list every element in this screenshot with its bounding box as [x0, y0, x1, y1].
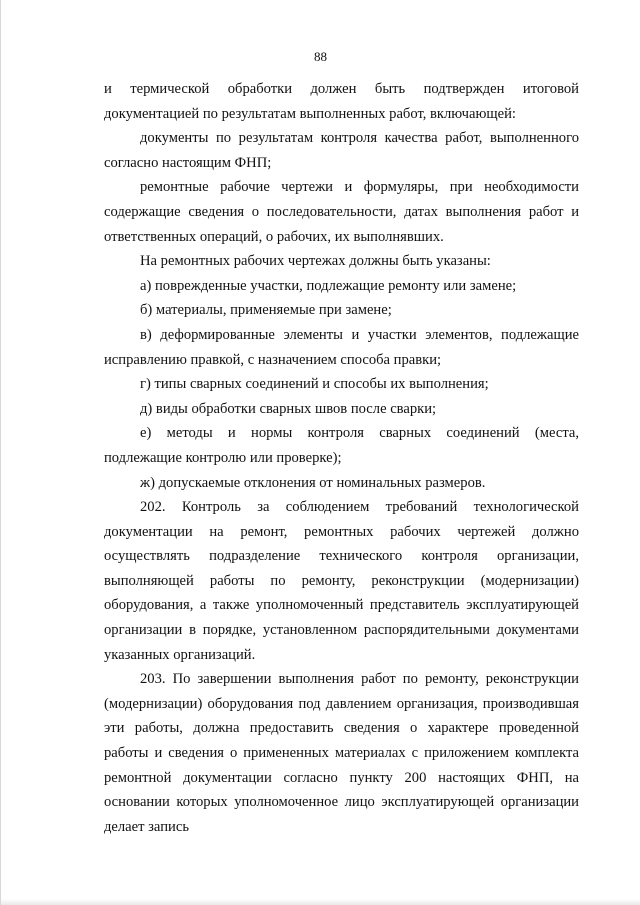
- paragraph-202: 202. Контроль за соблюдением требований технологической документации на ремонт, ремонтных рабочих чертежей должно осуществлять подразделение технического контроля организации, выполняющей работы по ремонту, реконструкции (модернизации) оборудования, а также уполномоченный представитель эксплуатирующей организации в порядке, установленном распорядительными документами указанных организаций.: [104, 499, 579, 663]
- list-item-a: а) поврежденные участки, подлежащие ремонту или замене;: [140, 277, 517, 294]
- page-content: [104, 77, 579, 839]
- list-item-b: б) материалы, применяемые при замене;: [140, 302, 392, 319]
- paragraph-203: 203. По завершении выполнения работ по ремонту, реконструкции (модернизации) оборудования под давлением организация, производившая эти работы, должна предоставить сведения о характере проведенной работы и сведения о примененных материалах с приложением комплекта ремонтной документации согласно пункту 200 настоящих ФНП, на основании которых уполномоченное лицо эксплуатирующей организации делает запись: [104, 671, 579, 835]
- paragraph-continuation: и термической обработки должен быть подтвержден итоговой документацией по результатам выполненных работ, включающей:: [104, 81, 579, 122]
- list-item-g: г) типы сварных соединений и способы их выполнения;: [140, 376, 489, 393]
- page-number: 88: [314, 49, 327, 64]
- page-bottom-edge: [1, 899, 640, 905]
- paragraph-repair-drawings: ремонтные рабочие чертежи и формуляры, при необходимости содержащие сведения о последовательности, датах выполнения работ и ответственных операций, о рабочих, их выполнявших.: [104, 179, 579, 245]
- list-item-e: е) методы и нормы контроля сварных соединений (места, подлежащие контролю или проверке);: [104, 425, 579, 466]
- list-item-v: в) деформированные элементы и участки элементов, подлежащие исправлению правкой, с назначением способа правки;: [104, 326, 579, 368]
- list-item-d: д) виды обработки сварных швов после сварки;: [140, 400, 437, 417]
- paragraph-quality-documents: документы по результатам контроля качества работ, выполненного согласно настоящим ФНП;: [104, 130, 579, 171]
- list-item-zh: ж) допускаемые отклонения от номинальных размеров.: [140, 474, 486, 491]
- paragraph-drawings-intro: На ремонтных рабочих чертежах должны быть указаны:: [140, 253, 491, 270]
